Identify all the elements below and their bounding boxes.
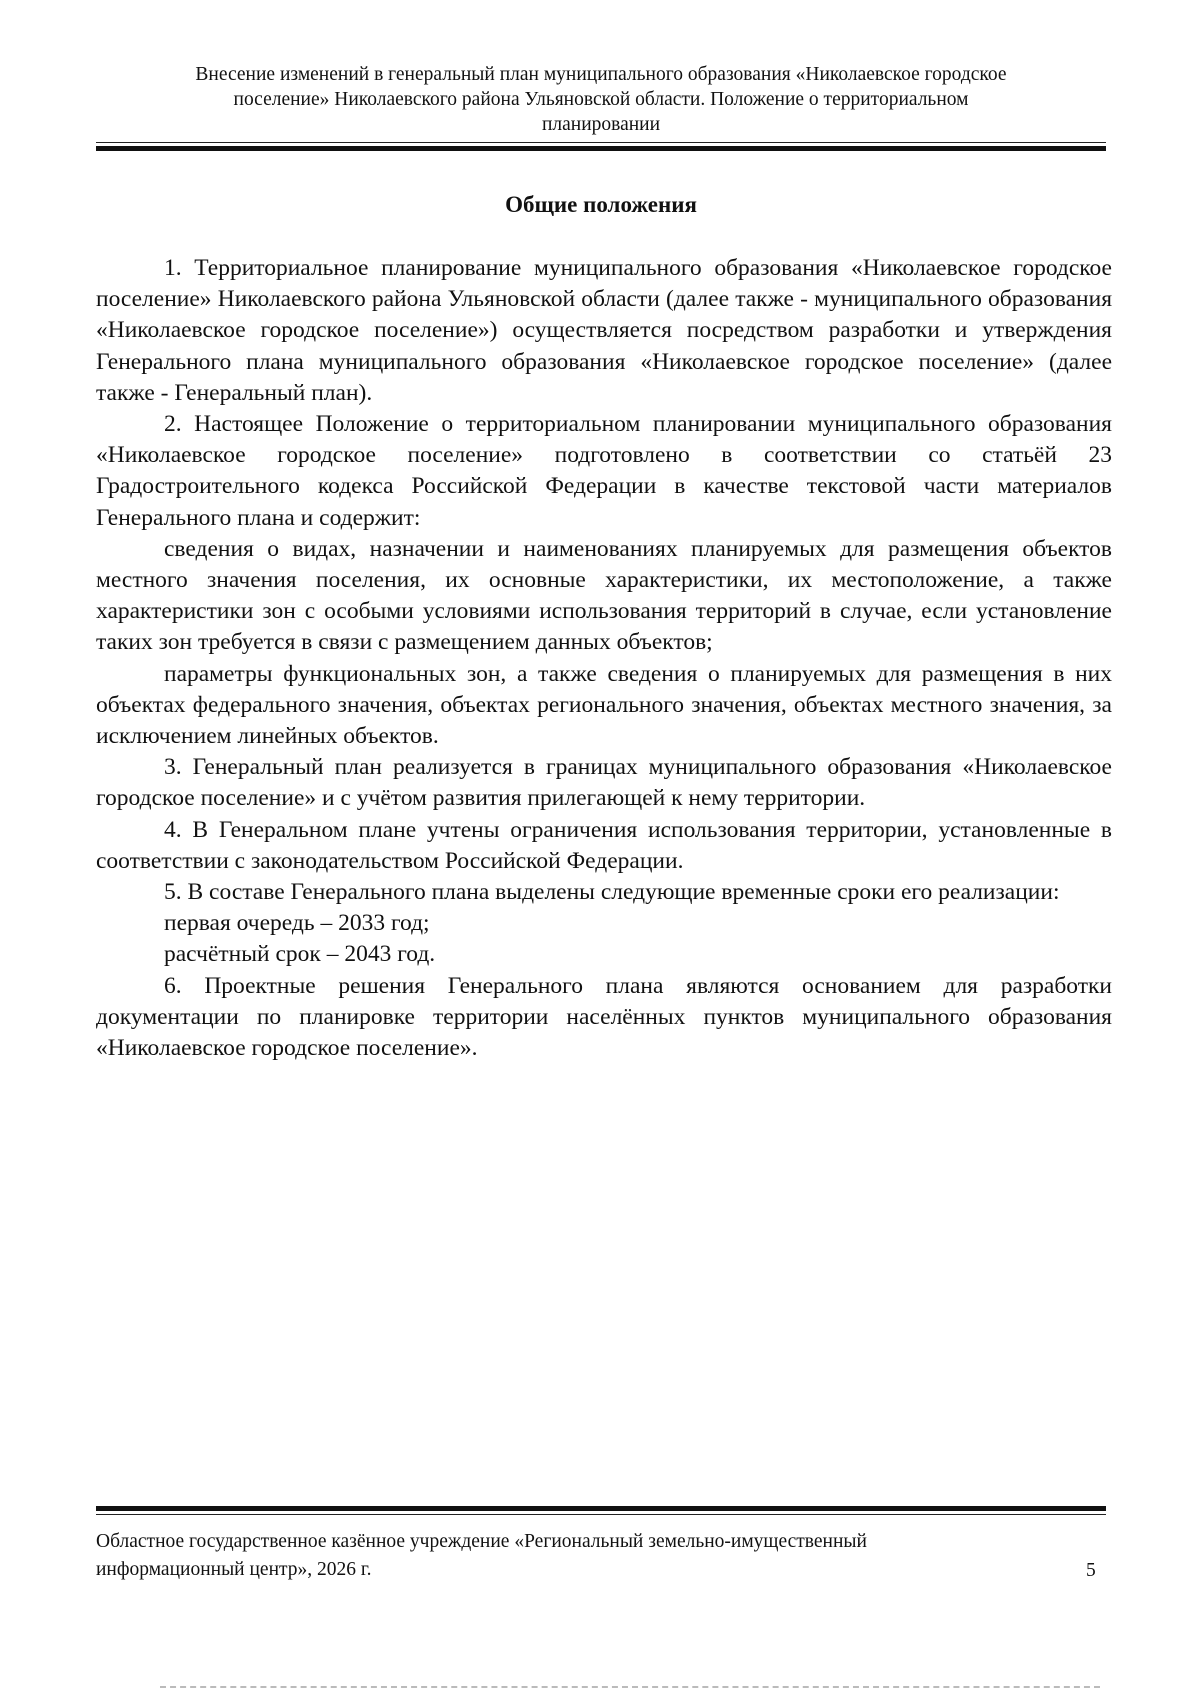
paragraph-5-item-2: расчётный срок – 2043 год. xyxy=(164,941,436,968)
header-line-1: Внесение изменений в генеральный план муниципального образования «Николаевское городское xyxy=(195,64,1007,85)
footer-divider-thin xyxy=(96,1514,1106,1515)
paragraph-3: 3. Генеральный план реализуется в границах муниципального образования «Николаевское городское поселение» и с учётом развития прилегающей к нему территории. xyxy=(96,754,1112,812)
paragraph-5: 5. В составе Генерального плана выделены следующие временные сроки его реализации: xyxy=(164,879,1060,906)
footer-line-2: информационный центр», 2026 г. xyxy=(96,1559,372,1580)
document-body xyxy=(96,253,1112,1064)
paragraph-2-item-2: параметры функциональных зон, а также сведения о планируемых для размещения в них объектах федерального значения, объектах регионального значения, объектах местного значения, за исключением линейных объектов. xyxy=(96,660,1112,750)
section-title: Общие положения xyxy=(505,192,697,217)
header-line-2: поселение» Николаевского района Ульяновской области. Положение о территориальном xyxy=(233,89,969,110)
document-header xyxy=(96,62,1106,137)
paragraph-6: 6. Проектные решения Генерального плана являются основанием для разработки документации по планировке территории населённых пунктов муниципального образования «Николаевское городское поселение». xyxy=(96,972,1112,1062)
document-footer xyxy=(96,1528,996,1584)
footer-line-1: Областное государственное казённое учреждение «Региональный земельно-имущественный xyxy=(96,1531,867,1552)
header-divider-thin xyxy=(96,142,1106,143)
paragraph-5-item-1: первая очередь – 2033 год; xyxy=(164,910,430,937)
header-line-3: планировании xyxy=(541,114,661,135)
paragraph-1: 1. Территориальное планирование муниципального образования «Николаевское городское поселение» Николаевского района Ульяновской области (далее также - муниципального образования «Николаевское городское поселение») осуществляется посредством разработки и утверждения Генерального плана муниципального образования «Николаевское городское поселение» (далее также - Генеральный план). xyxy=(96,255,1112,406)
paragraph-4: 4. В Генеральном плане учтены ограничения использования территории, установленные в соответствии с законодательством Российской Федерации. xyxy=(96,816,1112,874)
header-divider-thick xyxy=(96,146,1106,151)
page-number: 5 xyxy=(1086,1560,1096,1581)
footer-divider-thick xyxy=(96,1506,1106,1511)
scan-artifact-line xyxy=(160,1686,1100,1690)
paragraph-2-item-1: сведения о видах, назначении и наименованиях планируемых для размещения объектов местного значения поселения, их основные характеристики, их местоположение, а также характеристики зон с особыми условиями использования территорий в случае, если установление таких зон требуется в связи с размещением данных объектов; xyxy=(96,535,1112,656)
paragraph-2: 2. Настоящее Положение о территориальном планировании муниципального образования «Николаевское городское поселение» подготовлено в соответствии со статьёй 23 Градостроительного кодекса Российской Федерации в качестве текстовой части материалов Генерального плана и содержит: xyxy=(96,411,1112,531)
